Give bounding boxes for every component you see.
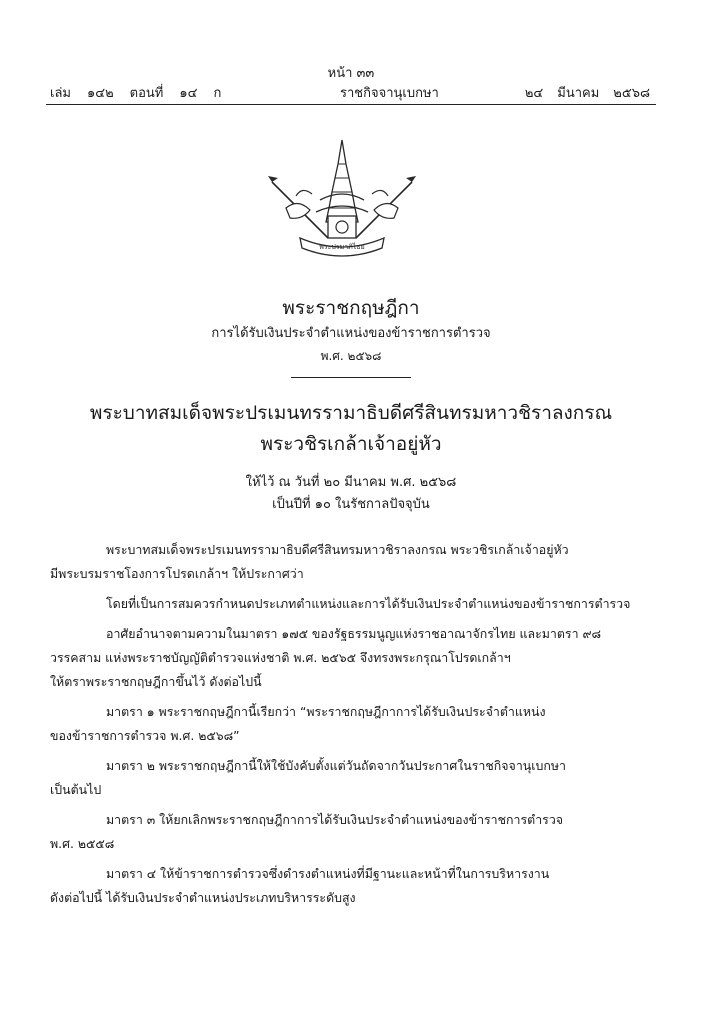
royal-emblem-icon bbox=[266, 138, 418, 258]
decree-body bbox=[50, 538, 650, 916]
publication-date bbox=[511, 82, 650, 103]
king-name-line-2: พระวชิรเกล้าเจ้าอยู่หัว bbox=[260, 433, 442, 455]
article-1 bbox=[50, 700, 650, 748]
part-number: ๑๔ bbox=[179, 86, 198, 101]
authority-line-1: อาศัยอำนาจตามความในมาตรา ๑๗๕ ของรัฐธรรมนูญแห่งราชอาณาจักรไทย และมาตรา ๙๘ bbox=[106, 626, 602, 641]
king-name-line-1: พระบาทสมเด็จพระปรเมนทรรามาธิบดีศรีสินทรมหาวชิราลงกรณ bbox=[89, 402, 613, 424]
given-date-line-1: ให้ไว้ ณ วันที่ ๒๐ มีนาคม พ.ศ. ๒๕๖๘ bbox=[245, 475, 457, 490]
authority-line-3: ให้ตราพระราชกฤษฎีกาขึ้นไว้ ดังต่อไปนี้ bbox=[50, 674, 262, 689]
title-divider bbox=[291, 377, 411, 378]
article-4-line-2: ดังต่อไปนี้ ได้รับเงินประจำตำแหน่งประเภทบริหารระดับสูง bbox=[50, 890, 356, 905]
article-2-line-1: มาตรา ๒ พระราชกฤษฎีกานี้ให้ใช้บังคับตั้งแต่วันถัดจากวันประกาศในราชกิจจานุเบกษา bbox=[106, 758, 566, 773]
authority-line-2: วรรคสาม แห่งพระราชบัญญัติตำรวจแห่งชาติ พ.ศ. ๒๕๖๕ จึงทรงพระกรุณาโปรดเกล้าฯ bbox=[50, 650, 511, 665]
article-3-line-2: พ.ศ. ๒๕๕๘ bbox=[50, 836, 115, 851]
article-2-line-2: เป็นต้นไป bbox=[50, 782, 102, 797]
king-name bbox=[0, 398, 702, 460]
gazette-header bbox=[50, 82, 650, 100]
decree-subtitle: การได้รับเงินประจำตำแหน่งของข้าราชการตำรวจ bbox=[211, 326, 491, 341]
article-2 bbox=[50, 754, 650, 802]
volume-number: ๑๔๒ bbox=[86, 86, 114, 101]
preamble-line-2: มีพระบรมราชโองการโปรดเกล้าฯ ให้ประกาศว่า bbox=[50, 566, 304, 581]
article-4-line-1: มาตรา ๔ ให้ข้าราชการตำรวจซึ่งดำรงตำแหน่งที่มีฐานะและหน้าที่ในการบริหารงาน bbox=[106, 866, 550, 881]
article-3 bbox=[50, 808, 650, 856]
authority-paragraph bbox=[50, 622, 650, 694]
part-label: ตอนที่ bbox=[129, 86, 164, 101]
date-day: ๒๔ bbox=[524, 86, 544, 101]
preamble-line-1: พระบาทสมเด็จพระปรเมนทรรามาธิบดีศรีสินทรมหาวชิราลงกรณ พระวชิรเกล้าเจ้าอยู่หัว bbox=[106, 542, 569, 557]
rationale-paragraph bbox=[50, 592, 650, 616]
section-letter: ก bbox=[213, 86, 222, 101]
reign-year-line: เป็นปีที่ ๑๐ ในรัชกาลปัจจุบัน bbox=[272, 497, 430, 512]
decree-title: พระราชกฤษฎีกา bbox=[282, 297, 420, 319]
decree-year: พ.ศ. ๒๕๖๘ bbox=[320, 349, 382, 363]
volume-label: เล่ม bbox=[50, 86, 71, 101]
date-month: มีนาคม bbox=[557, 86, 600, 101]
date-year: ๒๕๖๘ bbox=[613, 86, 650, 101]
gazette-name: ราชกิจจานุเบกษา bbox=[340, 86, 439, 101]
emblem-ribbon-text: พระปรมาภิไธย bbox=[319, 243, 365, 251]
preamble-paragraph bbox=[50, 538, 650, 586]
article-4 bbox=[50, 862, 650, 910]
given-date bbox=[0, 472, 702, 516]
article-1-line-1: มาตรา ๑ พระราชกฤษฎีกานี้เรียกว่า “พระราชกฤษฎีกาการได้รับเงินประจำตำแหน่ง bbox=[106, 704, 546, 719]
header-divider bbox=[46, 104, 656, 105]
volume-info bbox=[50, 82, 237, 103]
page-number: หน้า ๓๓ bbox=[327, 66, 375, 81]
article-1-line-2: ของข้าราชการตำรวจ พ.ศ. ๒๕๖๘” bbox=[50, 728, 240, 743]
rationale-line: โดยที่เป็นการสมควรกำหนดประเภทตำแหน่งและการได้รับเงินประจำตำแหน่งของข้าราชการตำรวจ bbox=[106, 596, 631, 611]
article-3-line-1: มาตรา ๓ ให้ยกเลิกพระราชกฤษฎีกาการได้รับเงินประจำตำแหน่งของข้าราชการตำรวจ bbox=[106, 812, 564, 827]
